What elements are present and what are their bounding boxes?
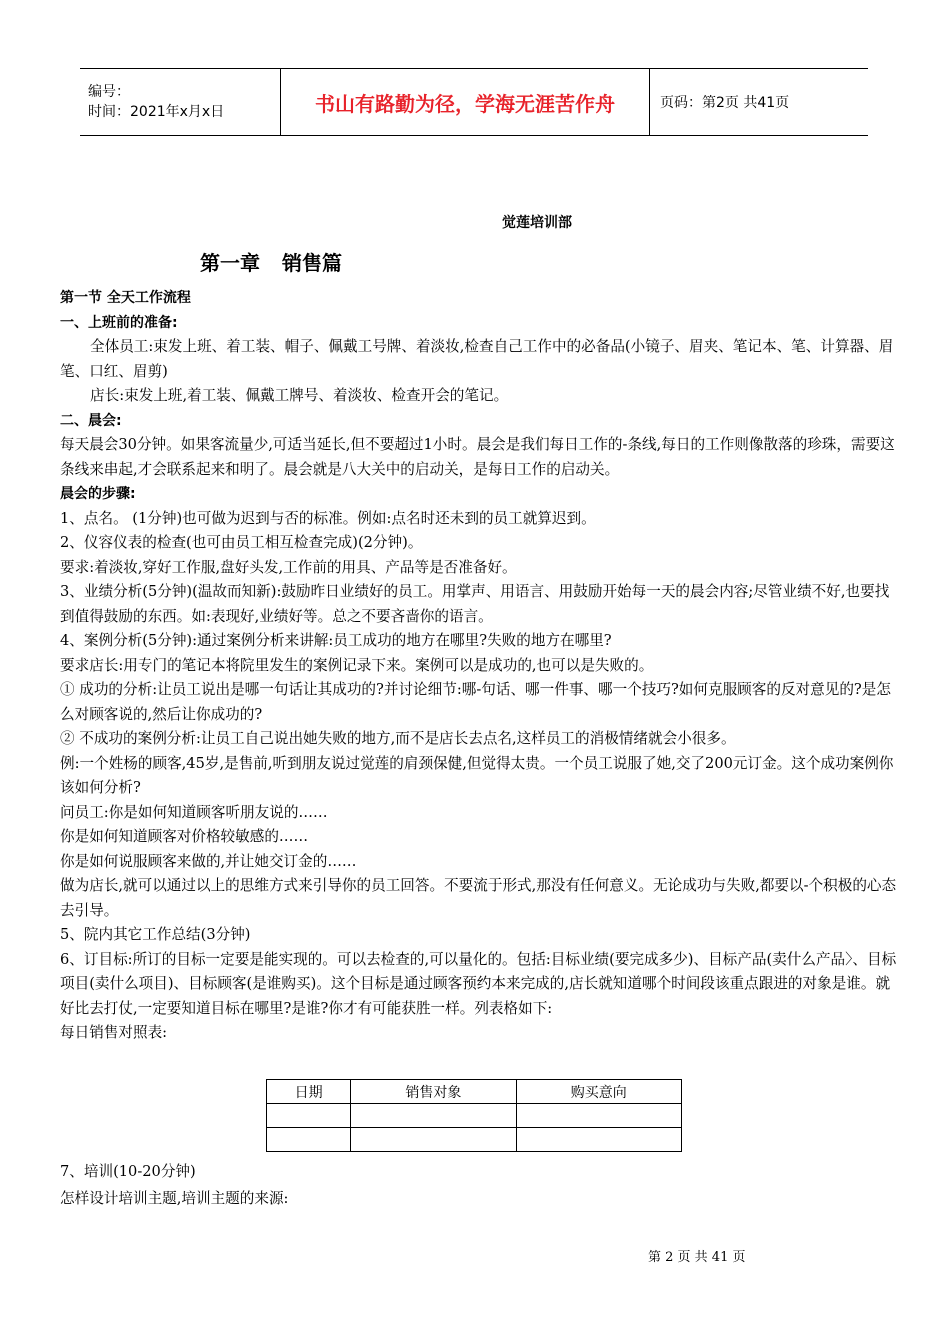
- table-cell: [351, 1104, 516, 1128]
- table-row: [267, 1104, 682, 1128]
- header-motto: 书山有路勤为径，学海无涯苦作舟: [281, 69, 650, 136]
- paragraph: 你是如何知道顾客对价格较敏感的……: [60, 828, 309, 845]
- paragraph: 2、仪容仪表的检查(也可由员工相互检查完成)(2分钟)。: [60, 534, 423, 551]
- paragraph: 全体员工:束发上班、着工装、帽子、佩戴工号牌、着淡妆,检查自己工作中的必备品(小镜子、眉夹、笔记本、笔、计算器、眉笔、口红、眉剪): [60, 338, 894, 380]
- paragraph: 7、培训(10-20分钟): [60, 1163, 196, 1180]
- paragraph: 3、业绩分析(5分钟)(温故而知新):鼓励昨日业绩好的员工。用掌声、用语言、用鼓励开始每一天的晨会内容;尽管业绩不好,也要找到值得鼓励的东西。如:表现好,业绩好等。总之不要吝啬你的语言。: [60, 583, 890, 625]
- subheading: 晨会的步骤:: [60, 486, 136, 502]
- table-header-date: 日期: [267, 1080, 351, 1104]
- header-number: 编号：: [88, 84, 130, 100]
- paragraph: 每日销售对照表:: [60, 1024, 168, 1041]
- header-page: 页码：第2页 共41页: [650, 69, 869, 136]
- table-cell: [267, 1104, 351, 1128]
- chapter-number: 第一章: [200, 251, 260, 275]
- table-cell: [351, 1128, 516, 1152]
- paragraph: 问员工:你是如何知道顾客听朋友说的……: [60, 803, 328, 821]
- header-time: 时间：2021年x月x日: [88, 104, 225, 120]
- after-table-content: [60, 1158, 900, 1212]
- paragraph: 怎样设计培训主题,培训主题的来源:: [60, 1190, 289, 1207]
- table-header-target: 销售对象: [351, 1080, 516, 1104]
- paragraph: 你是如何说服顾客来做的,并让她交订金的……: [60, 852, 357, 870]
- paragraph: 要求:着淡妆,穿好工作服,盘好头发,工作前的用具、产品等是否准备好。: [60, 558, 517, 576]
- table-cell: [516, 1128, 681, 1152]
- paragraph: 要求店长:用专门的笔记本将院里发生的案例记录下来。案例可以是成功的,也可以是失败的。: [60, 656, 654, 674]
- section-title: 第一节 全天工作流程: [60, 290, 191, 306]
- subheading: 二、晨会:: [60, 412, 122, 429]
- table-row: [267, 1128, 682, 1152]
- table-cell: [267, 1128, 351, 1152]
- page-footer: 第 2 页 共 41 页: [648, 1250, 746, 1265]
- daily-sales-table: [266, 1079, 682, 1152]
- paragraph: 6、订目标:所订的目标一定要是能实现的。可以去检查的,可以量化的。包括:目标业绩(要完成多少)、目标产品(卖什么产品〉、目标项目(卖什么项目)、目标顾客(是谁购买)。这个目标是通过顾客预约本来完成的,店长就知道哪个时间段该重点跟进的对象是谁。就好比去打仗,一定要知道目标在哪里?是谁?你才有可能获胜一样。列表格如下:: [60, 950, 897, 1017]
- paragraph: 5、院内其它工作总结(3分钟): [60, 926, 251, 943]
- paragraph-list: [60, 311, 900, 1046]
- chapter-title: 销售篇: [282, 251, 342, 275]
- paragraph: ① 成功的分析:让员工说出是哪一句话让其成功的?并讨论细节:哪-句话、哪一件事、哪一个技巧?如何克服顾客的反对意见的?是怎么对顾客说的,然后让你成功的?: [60, 681, 891, 723]
- header-meta: [80, 69, 281, 136]
- table-header-row: [267, 1080, 682, 1104]
- paragraph: 做为店长,就可以通过以上的思维方式来引导你的员工回答。不要流于形式,那没有任何意义。无论成功与失败,都要以-个积极的心态去引导。: [60, 877, 897, 919]
- department-name: 觉莲培训部: [502, 215, 572, 231]
- table-cell: [516, 1104, 681, 1128]
- paragraph: 4、案例分析(5分钟):通过案例分析来讲解:员工成功的地方在哪里?失败的地方在哪里?: [60, 632, 612, 649]
- paragraph: 每天晨会30分钟。如果客流量少,可适当延长,但不要超过1小时。晨会是我们每日工作的-条线,每日的工作则像散落的珍珠，需要这条线来串起,才会联系起来和明了。晨会就是八大关中的启动关，是每日工作的启动关。: [60, 436, 895, 478]
- document-header: [80, 68, 868, 136]
- body-content: [60, 286, 900, 1046]
- chapter-heading: [200, 247, 364, 276]
- subheading: 一、上班前的准备:: [60, 314, 178, 331]
- paragraph: 例:一个姓杨的顾客,45岁,是售前,听到朋友说过觉莲的肩颈保健,但觉得太贵。一个员工说服了她,交了200元订金。这个成功案例你该如何分析?: [60, 754, 894, 796]
- table-header-intent: 购买意向: [516, 1080, 681, 1104]
- paragraph: 1、点名。 (1分钟)也可做为迟到与否的标准。例如:点名时还未到的员工就算迟到。: [60, 509, 596, 527]
- paragraph: ② 不成功的案例分析:让员工自己说出她失败的地方,而不是店长去点名,这样员工的消极情绪就会小很多。: [60, 730, 736, 747]
- paragraph: 店长:束发上班,着工装、佩戴工牌号、着淡妆、检查开会的笔记。: [90, 387, 509, 404]
